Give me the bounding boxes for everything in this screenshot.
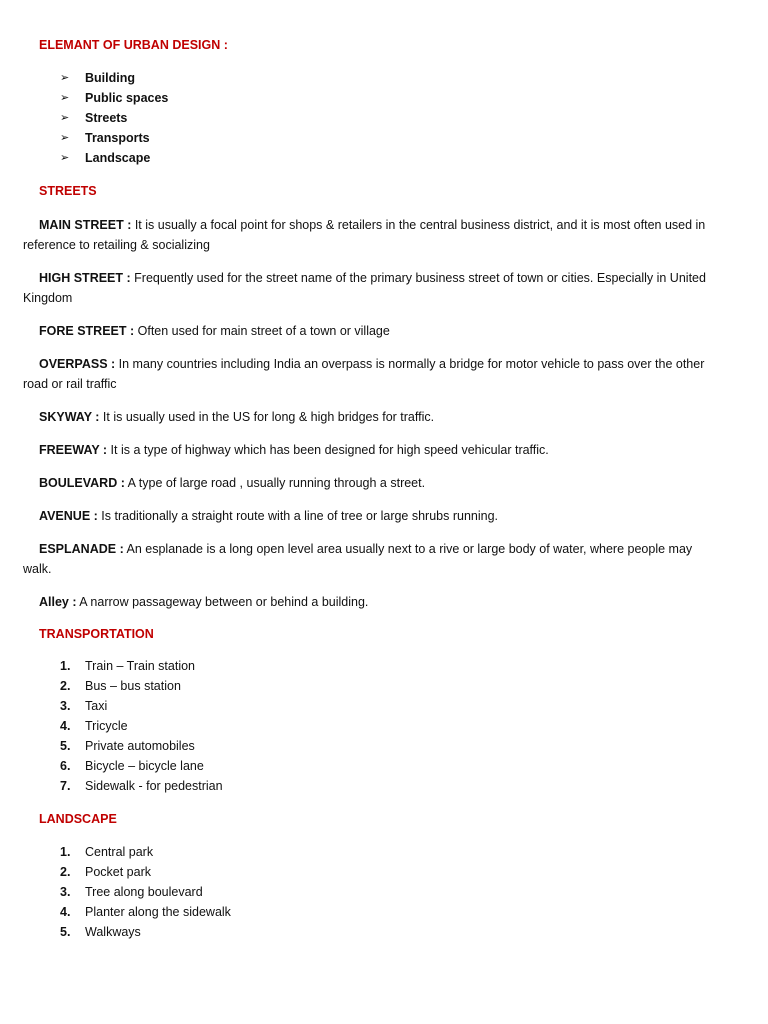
list-item: ➢ Building [60,68,168,88]
definition-alley: Alley : A narrow passageway between or behind a building. [39,595,369,609]
list-item: 7. Sidewalk - for pedestrian [60,779,223,793]
list-item: ➢ Public spaces [60,88,168,108]
definition-skyway: SKYWAY : It is usually used in the US for long & high bridges for traffic. [39,410,435,424]
streets-heading: STREETS [39,184,97,198]
arrow-bullet-icon: ➢ [60,92,70,104]
definition-avenue: AVENUE : Is traditionally a straight route with a line of tree or large shrubs running. [39,509,499,523]
definition-fore-street: FORE STREET : Often used for main street of a town or village [39,324,390,338]
list-item: 5. Private automobiles [60,739,195,753]
landscape-list [60,842,231,942]
elements-list [60,68,168,168]
definition-overpass: OVERPASS : In many countries including India an overpass is normally a bridge for motor vehicle to pass over the other road or rail traffic [23,357,705,391]
transportation-list [60,656,223,796]
definition-main-street: MAIN STREET : It is usually a focal point for shops & retailers in the central business district, and it is most often used in reference to retailing & socializing [23,218,706,252]
transportation-heading: TRANSPORTATION [39,627,154,641]
list-item: ➢ Transports [60,128,168,148]
list-item: ➢ Landscape [60,148,168,168]
list-item: 3. Tree along boulevard [60,885,203,899]
arrow-bullet-icon: ➢ [60,112,70,124]
elements-heading: ELEMANT OF URBAN DESIGN : [39,38,228,52]
landscape-heading: LANDSCAPE [39,812,117,826]
definition-freeway: FREEWAY : It is a type of highway which has been designed for high speed vehicular traffic. [39,443,549,457]
list-item: 6. Bicycle – bicycle lane [60,759,204,773]
list-item: 3. Taxi [60,699,108,713]
list-item: 4. Planter along the sidewalk [60,905,231,919]
list-item: 5. Walkways [60,925,141,939]
arrow-bullet-icon: ➢ [60,132,70,144]
definition-high-street: HIGH STREET : Frequently used for the street name of the primary business street of town or cities. Especially in United Kingdom [23,271,706,305]
list-item: 2. Pocket park [60,865,152,879]
list-item: 1. Train – Train station [60,659,196,673]
definition-esplanade: ESPLANADE : An esplanade is a long open level area usually next to a rive or large body of water, where people may walk. [23,542,693,576]
list-item: 4. Tricycle [60,719,128,733]
arrow-bullet-icon: ➢ [60,152,70,164]
definition-boulevard: BOULEVARD : A type of large road , usually running through a street. [39,476,426,490]
list-item: ➢ Streets [60,108,168,128]
arrow-bullet-icon: ➢ [60,72,70,84]
list-item: 2. Bus – bus station [60,679,181,693]
list-item: 1. Central park [60,845,154,859]
